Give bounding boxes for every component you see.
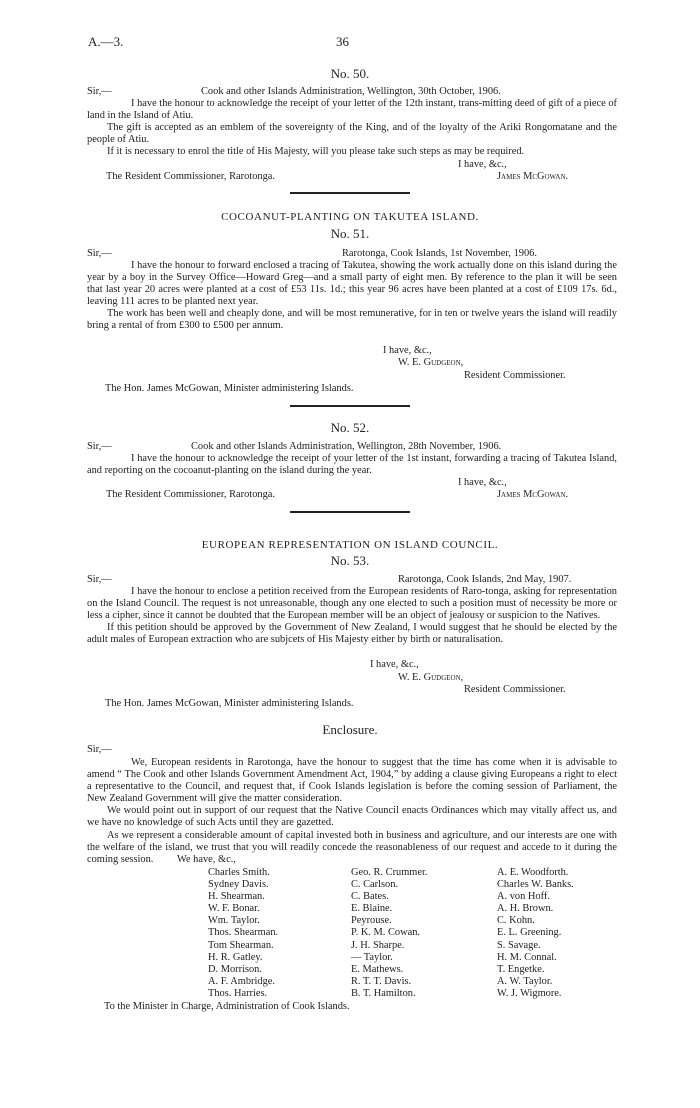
signatory-name: Wm. Taylor.	[208, 915, 260, 927]
signatory-name: H. M. Connal.	[497, 951, 557, 963]
salutation: Sir,—	[87, 248, 112, 259]
section-heading: COCOANUT-PLANTING ON TAKUTEA ISLAND.	[221, 211, 479, 223]
signatory-name: D. Morrison.	[208, 963, 262, 975]
closing: We have, &c.,	[177, 854, 236, 865]
signatory-name: H. Shearman.	[208, 891, 265, 903]
signatory-name: — Taylor.	[351, 951, 393, 963]
closing: I have, &c.,	[458, 477, 507, 488]
letter-number-51: No. 51.	[330, 226, 370, 241]
signatory-name: E. Blaine.	[351, 903, 393, 915]
letter-paragraph	[87, 586, 617, 646]
addressee: The Hon. James McGowan, Minister administering Islands.	[105, 698, 354, 709]
signatory-name: B. T. Hamilton.	[351, 987, 416, 999]
signature-title: Resident Commissioner.	[464, 684, 566, 695]
signatory-name: Charles Smith.	[208, 867, 270, 878]
signatory-name: A. F. Ambridge.	[208, 975, 275, 987]
document-code: A.—3.	[88, 34, 124, 49]
letter-number-53: No. 53.	[330, 553, 370, 568]
signatory-name: Tom Shearman.	[208, 939, 274, 951]
salutation: Sir,—	[87, 86, 112, 97]
letter-paragraph	[87, 260, 617, 333]
paragraph-text: If this petition should be approved by the Government of New Zealand, I would suggest that he should be elected by the adult males of European extraction who are subjcets of His Majesty either by birth or naturalisation.	[87, 622, 617, 646]
letter-number-52: No. 52.	[330, 420, 370, 435]
paragraph-text: As we represent a considerable amount of capital invested both in business and agriculture, and our interests are one with the welfare of the island, we trust that you will readily concede the reasonableness of our request and accede to it during the coming session.	[87, 829, 617, 865]
signature-title: Resident Commissioner.	[464, 370, 566, 381]
addressee: The Resident Commissioner, Rarotonga.	[106, 489, 275, 500]
signatories-column-3	[497, 867, 574, 1000]
signatory-name: C. Bates.	[351, 891, 389, 903]
enclosure-title: Enclosure.	[322, 722, 378, 737]
signatory-name: A. H. Brown.	[497, 903, 554, 915]
signatory-name: Thos. Harries.	[208, 987, 268, 999]
signatory-name: Sydney Davis.	[208, 879, 269, 891]
letter-address: Rarotonga, Cook Islands, 1st November, 1906.	[342, 248, 537, 259]
signatory-name: A. von Hoff.	[497, 891, 550, 903]
signatory-name: T. Engetke.	[497, 963, 545, 975]
paragraph-text: The gift is accepted as an emblem of the sovereignty of the King, and of the loyalty of the Ariki Rongomatane and the people of Atiu.	[87, 122, 617, 146]
paragraph-text: We, European residents in Rarotonga, have the honour to suggest that the time has come when it is advisable to amend “ The Cook and other Islands Government Amendment Act, 1904,” by adding a clause giving Europeans a right to elect a representative to the Council, and request that, if Cook Islands legislation is before the coming session of Parliament, the New Zealand Government will give the matter consideration.	[87, 757, 617, 805]
signatory-name: Charles W. Banks.	[497, 879, 574, 891]
closing: I have, &c.,	[370, 659, 419, 670]
signatory-name: A. E. Woodforth.	[497, 867, 569, 878]
signatory-name: C. Kohn.	[497, 915, 535, 927]
salutation: Sir,—	[87, 574, 112, 585]
signatory-name: E. Mathews.	[351, 963, 404, 975]
signatory-name: A. W. Taylor.	[497, 975, 553, 987]
addressee: To the Minister in Charge, Administration of Cook Islands.	[104, 1001, 350, 1012]
signatory-name: S. Savage.	[497, 939, 541, 951]
paragraph-text: We would point out in support of our request that the Native Council enacts Ordinances which may vitally affect us, and we have no knowledge of such Acts until they are gazetted.	[87, 805, 617, 829]
signature: W. E. Gudgeon,	[398, 672, 464, 683]
signatory-name: Peyrouse.	[351, 915, 392, 927]
letter-paragraph	[87, 98, 617, 158]
salutation: Sir,—	[87, 744, 112, 755]
signatories-column-1	[208, 867, 278, 1000]
signatory-name: P. K. M. Cowan.	[351, 927, 420, 939]
paragraph-text: I have the honour to acknowledge the receipt of your letter of the 12th instant, trans-mitting deed of gift of a piece of land in the Island of Atiu.	[87, 98, 617, 122]
addressee: The Hon. James McGowan, Minister administering Islands.	[105, 383, 354, 394]
signature: James McGowan.	[497, 171, 569, 182]
signatory-name: J. H. Sharpe.	[351, 939, 405, 951]
signatory-name: Thos. Shearman.	[208, 927, 279, 939]
section-divider	[290, 192, 410, 194]
salutation: Sir,—	[87, 441, 112, 452]
letter-address: Rarotonga, Cook Islands, 2nd May, 1907.	[398, 574, 572, 585]
letter-address: Cook and other Islands Administration, Wellington, 28th November, 1906.	[191, 441, 502, 452]
closing: I have, &c.,	[383, 345, 432, 356]
letter-number-50: No. 50.	[330, 66, 370, 81]
signatory-name: W. F. Bonar.	[208, 903, 260, 915]
signatory-name: W. J. Wigmore.	[497, 987, 562, 999]
section-divider	[290, 511, 410, 513]
closing: I have, &c.,	[458, 159, 507, 170]
enclosure-paragraph	[87, 757, 617, 866]
signature: W. E. Gudgeon,	[398, 357, 464, 368]
signatory-name: E. L. Greening.	[497, 927, 562, 939]
section-heading: EUROPEAN REPRESENTATION ON ISLAND COUNCIL.	[201, 539, 499, 551]
addressee: The Resident Commissioner, Rarotonga.	[106, 171, 275, 182]
paragraph-text: I have the honour to forward enclosed a tracing of Takutea, showing the work actually done on this island during the year by a boy in the Survey Office—Howard Greg—and a small party of eight men. By reference to the plan it will be seen that last year 20 acres were planted at a cost of £53 11s. 1d.; this year 96 acres have been planted at a cost of £109 17s. 6d., leaving 111 acres to be planted next year.	[87, 260, 617, 308]
signatory-name: Geo. R. Crummer.	[351, 867, 428, 878]
paragraph-text: The work has been well and cheaply done, and will be most remunerative, for in ten or twelve years the island will readily bring a rental of from £300 to £500 per annum.	[87, 308, 617, 332]
letter-address: Cook and other Islands Administration, Wellington, 30th October, 1906.	[201, 86, 501, 97]
letter-paragraph	[87, 453, 617, 477]
signatories-column-2	[351, 867, 427, 1000]
section-divider	[290, 405, 410, 407]
signatory-name: H. R. Gatley.	[208, 951, 263, 963]
paragraph-text: I have the honour to enclose a petition received from the European residents of Raro-tonga, asking for representation on the Island Council. The request is not unreasonable, though any one elected to such a position must of necessity be more or less a cipher, since it cannot be doubted that the European member will be an object of jealousy or suspicion to the Natives.	[87, 586, 617, 622]
paragraph-text: If it is necessary to enrol the title of His Majesty, will you please take such steps as may be required.	[107, 146, 525, 158]
signatory-name: C. Carlson.	[351, 879, 399, 891]
signatory-name: R. T. T. Davis.	[351, 975, 412, 987]
signature: James McGowan.	[497, 489, 569, 500]
paragraph-text: I have the honour to acknowledge the receipt of your letter of the 1st instant, forwarding a tracing of Takutea Island, and reporting on the cocoanut-planting on the island during the year.	[87, 453, 617, 477]
page-number: 36	[336, 34, 349, 49]
